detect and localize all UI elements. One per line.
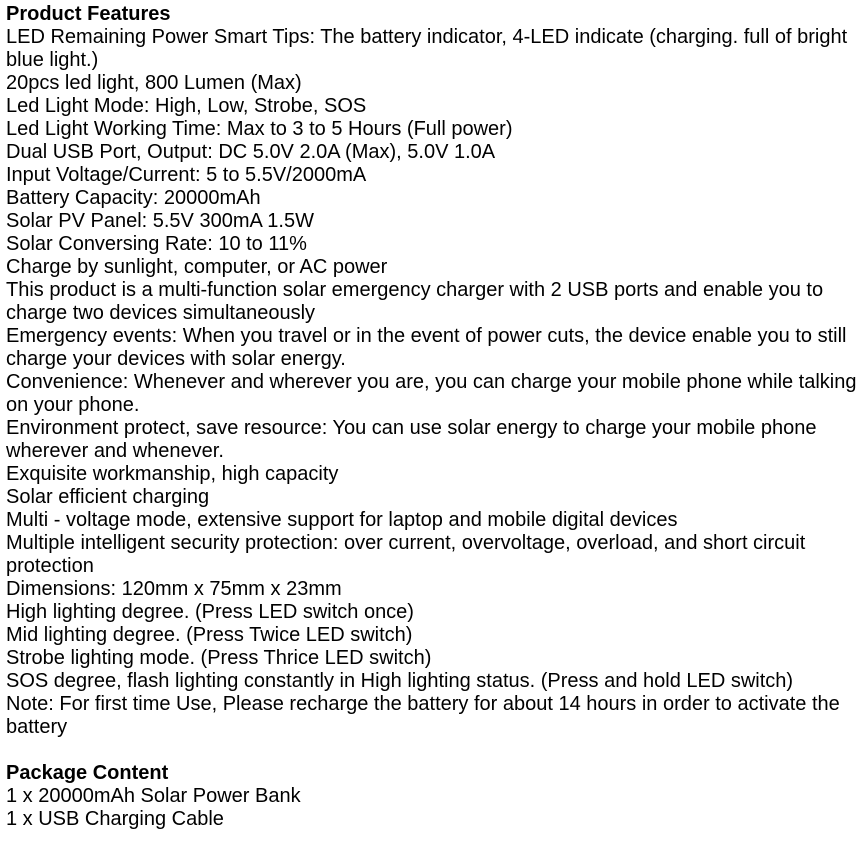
feature-line: High lighting degree. (Press LED switch once) — [6, 601, 414, 623]
feature-line: Mid lighting degree. (Press Twice LED switch) — [6, 624, 413, 646]
package-item: 1 x 20000mAh Solar Power Bank — [6, 785, 301, 807]
feature-line: Dimensions: 120mm x 75mm x 23mm — [6, 578, 342, 600]
feature-line: Exquisite workmanship, high capacity — [6, 463, 339, 485]
feature-line: Solar efficient charging — [6, 486, 210, 508]
feature-line: Battery Capacity: 20000mAh — [6, 187, 261, 209]
product-features-heading: Product Features — [6, 3, 171, 25]
feature-line: Solar PV Panel: 5.5V 300mA 1.5W — [6, 210, 314, 232]
feature-line: Emergency events: When you travel or in the event of power cuts, the device enable you to still charge your devices with solar energy. — [6, 325, 847, 370]
feature-line: Multiple intelligent security protection: over current, overvoltage, overload, and short circuit protection — [6, 532, 806, 577]
package-content-heading: Package Content — [6, 762, 169, 784]
feature-line: 20pcs led light, 800 Lumen (Max) — [6, 72, 302, 94]
feature-line: Solar Conversing Rate: 10 to 11% — [6, 233, 307, 255]
feature-line: Input Voltage/Current: 5 to 5.5V/2000mA — [6, 164, 367, 186]
feature-line: Multi - voltage mode, extensive support for laptop and mobile digital devices — [6, 509, 678, 531]
feature-line: Environment protect, save resource: You can use solar energy to charge your mobile phone wherever and whenever. — [6, 417, 817, 462]
feature-line: Led Light Mode: High, Low, Strobe, SOS — [6, 95, 367, 117]
feature-line: SOS degree, flash lighting constantly in High lighting status. (Press and hold LED switch) — [6, 670, 794, 692]
feature-line: Led Light Working Time: Max to 3 to 5 Hours (Full power) — [6, 118, 513, 140]
first-use-note: Note: For first time Use, Please recharge the battery for about 14 hours in order to activate the battery — [6, 693, 840, 738]
feature-line: Dual USB Port, Output: DC 5.0V 2.0A (Max), 5.0V 1.0A — [6, 141, 496, 163]
feature-line: LED Remaining Power Smart Tips: The battery indicator, 4-LED indicate (charging. full of bright blue light.) — [6, 26, 848, 71]
feature-line: Strobe lighting mode. (Press Thrice LED switch) — [6, 647, 432, 669]
feature-line: This product is a multi-function solar emergency charger with 2 USB ports and enable you to charge two devices simultaneously — [6, 279, 824, 324]
feature-line: Charge by sunlight, computer, or AC power — [6, 256, 388, 278]
feature-line: Convenience: Whenever and wherever you are, you can charge your mobile phone while talking on your phone. — [6, 371, 857, 416]
package-item: 1 x USB Charging Cable — [6, 808, 224, 830]
